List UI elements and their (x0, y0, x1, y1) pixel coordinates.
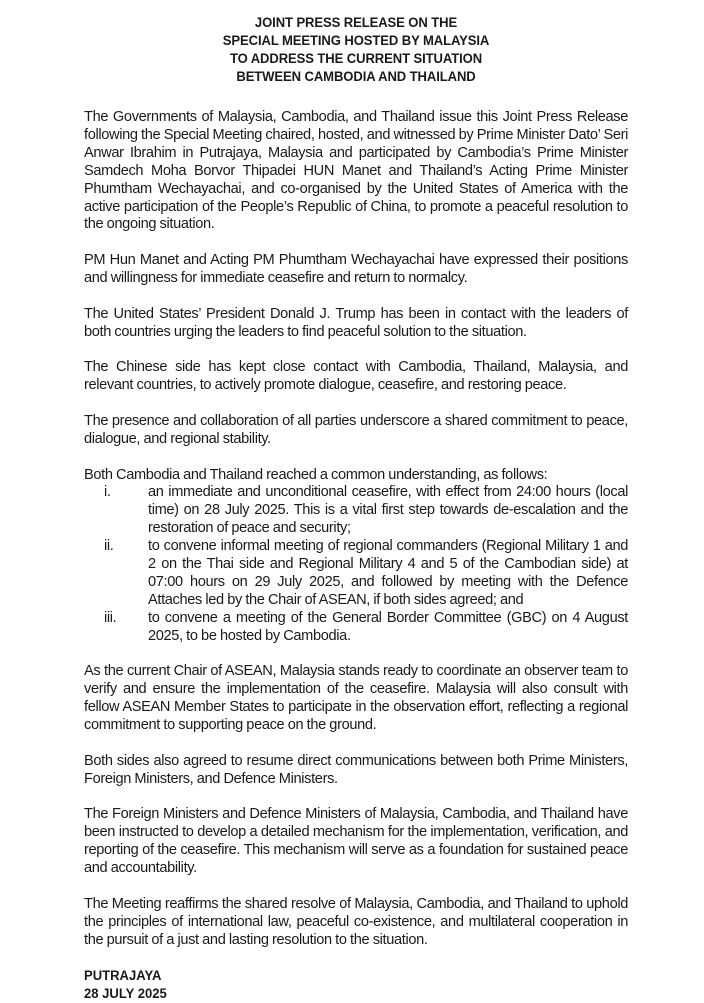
list-item-text: to convene a meeting of the General Border Committee (GBC) on 4 August 2025, to be hosted by Cambodia. (148, 609, 628, 644)
title-line: SPECIAL MEETING HOSTED BY MALAYSIA (222, 33, 490, 49)
us-contact-paragraph: The United States’ President Donald J. Trump has been in contact with the leaders of both countries urging the leaders to find peaceful solution to the situation. (84, 305, 628, 340)
intro-paragraph: The Governments of Malaysia, Cambodia, and Thailand issue this Joint Press Release following the Special Meeting chaired, hosted, and witnessed by Prime Minister Dato’ Seri Anwar Ibrahim in Putrajaya, Malaysia and participated by Cambodia’s Prime Minister Samdech Moha Borvor Thipadei HUN Manet and Thailand’s Acting Prime Minister Phumtham Wechayachai, and co-organised by the United States of America with the active participation of the People’s Republic of China, to promote a peaceful resolution to the ongoing situation. (84, 109, 628, 233)
reaffirmation-paragraph: The Meeting reaffirms the shared resolve of Malaysia, Cambodia, and Thailand to uphold the principles of international law, peaceful co-existence, and multilateral cooperation in the pursuit of a just and lasting resolution to the situation. (84, 895, 628, 948)
signoff-place: PUTRAJAYA (84, 968, 162, 985)
document-title (106, 14, 606, 86)
title-line: JOINT PRESS RELEASE ON THE (254, 15, 458, 31)
china-contact-paragraph: The Chinese side has kept close contact with Cambodia, Thailand, Malaysia, and relevant countries, to actively promote dialogue, ceasefire, and restoring peace. (84, 359, 628, 394)
list-item (84, 610, 628, 646)
asean-observer-paragraph: As the current Chair of ASEAN, Malaysia stands ready to coordinate an observer team to verify and ensure the implementation of the ceasefire. Malaysia will also consult with fellow ASEAN Member States to participate in the observation effort, reflecting a regional commitment to supporting peace on the ground. (84, 663, 628, 734)
collaboration-paragraph: The presence and collaboration of all parties underscore a shared commitment to peace, dialogue, and regional stability. (84, 412, 628, 447)
mechanism-paragraph: The Foreign Ministers and Defence Ministers of Malaysia, Cambodia, and Thailand have been instructed to develop a detailed mechanism for the implementation, verification, and reporting of the ceasefire. This mechanism will serve as a foundation for sustained peace and accountability. (84, 806, 628, 877)
title-line: BETWEEN CAMBODIA AND THAILAND (236, 69, 476, 85)
communications-paragraph: Both sides also agreed to resume direct communications between both Prime Ministers, Foreign Ministers, and Defence Ministers. (84, 752, 628, 787)
list-marker: i. (104, 484, 111, 501)
list-marker: iii. (104, 609, 117, 626)
understanding-list (84, 484, 628, 645)
signoff (84, 967, 584, 1003)
list-item-text: to convene informal meeting of regional commanders (Regional Military 1 and 2 on the Thai side and Regional Military 4 and 5 of the Cambodian side) at 07:00 hours on 29 July 2025, and followed by meeting with the Defence Attaches led by the Chair of ASEAN, if both sides agreed; and (148, 538, 628, 608)
press-release-page (84, 14, 628, 1003)
title-line: TO ADDRESS THE CURRENT SITUATION (229, 51, 483, 67)
positions-paragraph: PM Hun Manet and Acting PM Phumtham Wechayachai have expressed their positions and willingness for immediate ceasefire and return to normalcy. (84, 252, 628, 287)
understanding-intro: Both Cambodia and Thailand reached a common understanding, as follows: (84, 466, 548, 483)
signoff-date: 28 JULY 2025 (84, 986, 167, 1003)
list-item-text: an immediate and unconditional ceasefire, with effect from 24:00 hours (local time) on 28 July 2025. This is a vital first step towards de-escalation and the restoration of peace and security; (148, 484, 628, 537)
list-marker: ii. (104, 538, 114, 555)
list-item (84, 484, 628, 538)
list-item (84, 538, 628, 610)
